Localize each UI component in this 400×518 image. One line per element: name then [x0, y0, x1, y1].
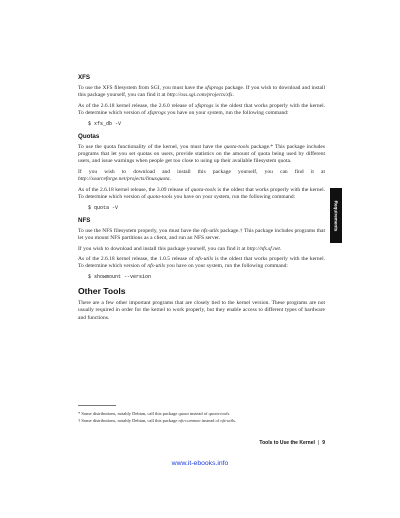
paragraph-other-tools: There are a few other important programs that are closely tied to the kernel version. These programs are not usually required in order for the kernel to work properly, but they enable access to different types of hardware and functions. [78, 300, 325, 321]
footer-section-title: Tools to Use the Kernel [259, 440, 315, 446]
heading-quotas: Quotas [78, 132, 100, 140]
footnotes [78, 410, 325, 424]
command-quotas: $ quota -V [88, 204, 119, 211]
paragraph-nfs-download: If you wish to download and install this package yourself, you can find it at http://nfs.sf.net. [78, 245, 282, 252]
heading-other-tools: Other Tools [78, 286, 126, 296]
chapter-side-tab-label: Requirements [333, 200, 339, 231]
footnote-quota: * Some distributions, notably Debian, call this package quota instead of quota-tools. [78, 411, 231, 416]
running-footer [78, 440, 325, 446]
command-xfs: $ xfs_db -V [88, 120, 122, 127]
footer-separator: | [317, 440, 320, 446]
paragraph-quotas-version: As of the 2.6.18 kernel release, the 3.09 release of quota-tools is the oldest that works properly with the kernel. To determine which version of quota-tools you have on your system, run the following command: [78, 186, 325, 201]
paragraph-nfs-version: As of the 2.6.18 kernel release, the 1.0.5 release of nfs-utils is the oldest that works properly with the kernel. To determine which version of nfs-utils you have on your system, run the following command: [78, 256, 325, 270]
paragraph-xfs-intro: To use the XFS filesystem from SGI, you must have the xfsprogs package. If you wish to download and install this package yourself, you can find it at http://oss.sgi.com/projects/xfs. [78, 85, 325, 99]
watermark-link[interactable]: www.it-ebooks.info [171, 460, 229, 467]
paragraph-xfs-version: As of the 2.6.18 kernel release, the 2.6.0 release of xfsprogs is the oldest that works properly with the kernel. To determine which version of xfsprogs you have on your system, run the following command: [78, 102, 325, 117]
page-number: 9 [322, 440, 325, 446]
paragraph-nfs-intro: To use the NFS filesystem properly, you must have the nfs-utils package.† This package includes programs that let you mount NFS partitions as a client, and run an NFS server. [78, 227, 325, 242]
footnote-divider [78, 405, 116, 406]
heading-nfs: NFS [78, 216, 91, 224]
paragraph-quotas-download: If you wish to download and install this package yourself, you can find it at http://sourceforge.net/projects/linuxquota. [78, 168, 325, 183]
paragraph-quotas-intro: To use the quota functionality of the kernel, you must have the quota-tools package.* This package includes programs that let you set quotas on users, provide statistics on the amount of quota being used by different users, and issue warnings when people get too close to using up their available filesystem quota. [78, 143, 326, 165]
heading-xfs: XFS [78, 74, 91, 81]
page-body [78, 74, 325, 325]
footnote-nfs: † Some distributions, notably Debian, call this package nfs-common instead of nfs-utils. [78, 418, 236, 423]
chapter-side-tab [330, 188, 342, 243]
command-nfs: $ showmount --version [88, 274, 152, 280]
